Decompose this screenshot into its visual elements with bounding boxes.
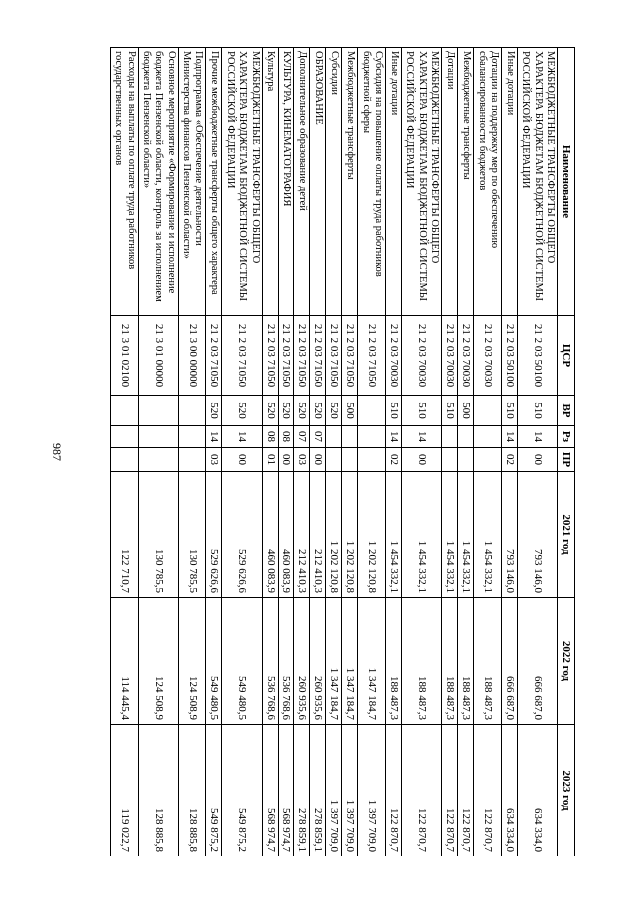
budget-table [110, 47, 575, 856]
cell-rz: 07 [294, 426, 310, 448]
cell-2023: 634 334,0 [517, 725, 557, 857]
column-header-rz: Рз [558, 426, 575, 448]
cell-2023: 122 870,7 [474, 725, 502, 857]
cell-2022: 188 487,3 [474, 598, 502, 725]
cell-name: Иные дотации [501, 48, 517, 316]
table-header-row [558, 48, 575, 857]
cell-2021: 793 146,0 [501, 472, 517, 598]
table-body [110, 48, 557, 857]
table-row [501, 48, 517, 857]
cell-2022: 666 687,0 [517, 598, 557, 725]
cell-2022: 549 480,5 [206, 598, 222, 725]
cell-2023: 549 875,2 [206, 725, 222, 857]
cell-csr: 21 2 03 71050 [294, 316, 310, 396]
cell-pr [178, 448, 206, 472]
table-row [278, 48, 294, 857]
cell-2021: 1 454 332,1 [474, 472, 502, 598]
cell-2023: 122 870,7 [458, 725, 474, 857]
cell-2021: 1 202 120,8 [326, 472, 342, 598]
table-row [294, 48, 310, 857]
cell-name: Расходы на выплаты по оплате труда работников государственных органов [110, 48, 138, 316]
cell-csr: 21 2 03 71050 [326, 316, 342, 396]
cell-name: Прочие межбюджетные трансферты общего характера [206, 48, 222, 316]
cell-csr: 21 2 03 71050 [222, 316, 262, 396]
cell-vr [110, 396, 138, 426]
column-header-vr: ВР [558, 396, 575, 426]
cell-2022: 124 508,9 [138, 598, 178, 725]
table-row [474, 48, 502, 857]
cell-2021: 212 410,3 [310, 472, 326, 598]
cell-csr: 21 2 03 50100 [501, 316, 517, 396]
table-row [458, 48, 474, 857]
cell-rz: 07 [310, 426, 326, 448]
cell-rz [342, 426, 358, 448]
cell-pr: 00 [310, 448, 326, 472]
table-row [206, 48, 222, 857]
cell-name: Основное мероприятие «Формирование и исполнение бюджета Пензенской области, контроль за исполнением бюджета Пензенской области» [138, 48, 178, 316]
cell-name: Межбюджетные трансферты [342, 48, 358, 316]
cell-name: Подпрограмма «Обеспечение деятельности Министерства финансов Пензенской области» [178, 48, 206, 316]
cell-name: Дотации на поддержку мер по обеспечению сбалансированности бюджетов [474, 48, 502, 316]
cell-rz: 14 [222, 426, 262, 448]
cell-rz [442, 426, 458, 448]
cell-vr: 510 [517, 396, 557, 426]
table-row [517, 48, 557, 857]
cell-csr: 21 2 03 71050 [310, 316, 326, 396]
cell-vr: 520 [310, 396, 326, 426]
cell-rz: 08 [262, 426, 278, 448]
cell-2021: 529 626,6 [206, 472, 222, 598]
cell-2021: 1 454 332,1 [402, 472, 442, 598]
cell-vr: 520 [278, 396, 294, 426]
cell-vr [178, 396, 206, 426]
cell-csr: 21 2 03 70030 [458, 316, 474, 396]
cell-vr: 520 [262, 396, 278, 426]
page-number: 987 [50, 443, 64, 461]
cell-rz [138, 426, 178, 448]
cell-2022: 188 487,3 [458, 598, 474, 725]
cell-name: ОБРАЗОВАНИЕ [310, 48, 326, 316]
cell-pr [342, 448, 358, 472]
cell-vr: 500 [342, 396, 358, 426]
cell-csr: 21 2 03 70030 [402, 316, 442, 396]
table-row [358, 48, 386, 857]
cell-rz [326, 426, 342, 448]
cell-2023: 278 859,1 [310, 725, 326, 857]
cell-2021: 130 785,5 [178, 472, 206, 598]
cell-csr: 21 2 03 70030 [386, 316, 402, 396]
cell-name: Культура [262, 48, 278, 316]
cell-name: Субсидии [326, 48, 342, 316]
cell-2023: 568 974,7 [278, 725, 294, 857]
cell-name: МЕЖБЮДЖЕТНЫЕ ТРАНСФЕРТЫ ОБЩЕГО ХАРАКТЕРА БЮДЖЕТАМ БЮДЖЕТНОЙ СИСТЕМЫ РОССИЙСКОЙ ФЕДЕРАЦИИ [517, 48, 557, 316]
table-row [310, 48, 326, 857]
cell-2021: 122 710,7 [110, 472, 138, 598]
cell-csr: 21 2 03 71050 [358, 316, 386, 396]
cell-csr: 21 2 03 50100 [517, 316, 557, 396]
column-header-csr: ЦСР [558, 316, 575, 396]
cell-2021: 1 202 120,8 [342, 472, 358, 598]
cell-2022: 114 445,4 [110, 598, 138, 725]
cell-2021: 1 454 332,1 [442, 472, 458, 598]
cell-name: Субсидия на повышение оплаты труда работников бюджетной сферы [358, 48, 386, 316]
cell-name: Межбюджетные трансферты [458, 48, 474, 316]
cell-2023: 568 974,7 [262, 725, 278, 857]
table-row [262, 48, 278, 857]
cell-vr: 520 [206, 396, 222, 426]
cell-vr: 510 [386, 396, 402, 426]
table-row [342, 48, 358, 857]
cell-rz: 14 [386, 426, 402, 448]
cell-2023: 128 885,8 [138, 725, 178, 857]
cell-pr [358, 448, 386, 472]
cell-2022: 260 935,6 [294, 598, 310, 725]
cell-rz [358, 426, 386, 448]
cell-2023: 128 885,8 [178, 725, 206, 857]
cell-pr [474, 448, 502, 472]
cell-vr: 510 [402, 396, 442, 426]
table-row [402, 48, 442, 857]
cell-rz [474, 426, 502, 448]
column-header-2021: 2021 год [558, 472, 575, 598]
cell-pr [110, 448, 138, 472]
cell-pr: 03 [294, 448, 310, 472]
cell-rz: 08 [278, 426, 294, 448]
cell-2022: 536 768,6 [262, 598, 278, 725]
cell-pr: 02 [501, 448, 517, 472]
table-row [222, 48, 262, 857]
cell-csr: 21 2 03 71050 [262, 316, 278, 396]
cell-rz [110, 426, 138, 448]
cell-2022: 188 487,3 [402, 598, 442, 725]
cell-name: Иные дотации [386, 48, 402, 316]
cell-2023: 1 397 709,0 [342, 725, 358, 857]
cell-rz [178, 426, 206, 448]
cell-csr: 21 2 03 71050 [342, 316, 358, 396]
cell-csr: 21 3 00 00000 [178, 316, 206, 396]
cell-pr [138, 448, 178, 472]
page-body [72, 47, 575, 856]
cell-2023: 122 870,7 [386, 725, 402, 857]
cell-2022: 1 347 184,7 [342, 598, 358, 725]
cell-pr: 00 [517, 448, 557, 472]
column-header-name: Наименование [558, 48, 575, 316]
cell-vr: 510 [442, 396, 458, 426]
column-header-pr: ПР [558, 448, 575, 472]
cell-pr [442, 448, 458, 472]
cell-csr: 21 2 03 70030 [474, 316, 502, 396]
cell-pr: 01 [262, 448, 278, 472]
cell-rz: 14 [501, 426, 517, 448]
cell-2021: 1 202 120,8 [358, 472, 386, 598]
cell-2021: 460 083,9 [262, 472, 278, 598]
cell-csr: 21 2 03 71050 [206, 316, 222, 396]
cell-2023: 122 870,7 [402, 725, 442, 857]
cell-2023: 634 334,0 [501, 725, 517, 857]
budget-table-container [72, 47, 575, 856]
cell-2021: 793 146,0 [517, 472, 557, 598]
cell-pr: 00 [402, 448, 442, 472]
cell-2022: 666 687,0 [501, 598, 517, 725]
cell-2022: 124 508,9 [178, 598, 206, 725]
cell-csr: 21 3 01 00000 [138, 316, 178, 396]
table-row [442, 48, 458, 857]
cell-rz: 14 [517, 426, 557, 448]
cell-pr: 03 [206, 448, 222, 472]
cell-2021: 212 410,3 [294, 472, 310, 598]
cell-rz [458, 426, 474, 448]
cell-2023: 549 875,2 [222, 725, 262, 857]
cell-2022: 1 347 184,7 [326, 598, 342, 725]
cell-vr: 520 [222, 396, 262, 426]
cell-rz: 14 [402, 426, 442, 448]
cell-pr [458, 448, 474, 472]
cell-name: МЕЖБЮДЖЕТНЫЕ ТРАНСФЕРТЫ ОБЩЕГО ХАРАКТЕРА БЮДЖЕТАМ БЮДЖЕТНОЙ СИСТЕМЫ РОССИЙСКОЙ ФЕДЕРАЦИИ [402, 48, 442, 316]
cell-2022: 549 480,5 [222, 598, 262, 725]
cell-csr: 21 2 03 70030 [442, 316, 458, 396]
cell-2021: 1 454 332,1 [386, 472, 402, 598]
cell-2022: 260 935,6 [310, 598, 326, 725]
cell-2023: 278 859,1 [294, 725, 310, 857]
cell-2021: 529 626,6 [222, 472, 262, 598]
cell-2022: 188 487,3 [386, 598, 402, 725]
cell-name: Дотации [442, 48, 458, 316]
cell-csr: 21 2 03 71050 [278, 316, 294, 396]
cell-csr: 21 3 01 02100 [110, 316, 138, 396]
table-row [110, 48, 138, 857]
table-row [178, 48, 206, 857]
cell-pr [326, 448, 342, 472]
table-row [326, 48, 342, 857]
cell-2021: 460 083,9 [278, 472, 294, 598]
cell-name: КУЛЬТУРА, КИНЕМАТОГРАФИЯ [278, 48, 294, 316]
cell-2023: 119 022,7 [110, 725, 138, 857]
cell-2023: 1 397 709,0 [358, 725, 386, 857]
cell-vr: 510 [501, 396, 517, 426]
column-header-2022: 2022 год [558, 598, 575, 725]
cell-rz: 14 [206, 426, 222, 448]
cell-pr: 00 [222, 448, 262, 472]
table-row [138, 48, 178, 857]
cell-vr [474, 396, 502, 426]
cell-2021: 130 785,5 [138, 472, 178, 598]
cell-name: Дополнительное образование детей [294, 48, 310, 316]
cell-pr: 00 [278, 448, 294, 472]
cell-2021: 1 454 332,1 [458, 472, 474, 598]
cell-2023: 122 870,7 [442, 725, 458, 857]
cell-vr: 520 [294, 396, 310, 426]
cell-vr: 520 [326, 396, 342, 426]
cell-vr: 500 [458, 396, 474, 426]
table-row [386, 48, 402, 857]
cell-2023: 1 397 709,0 [326, 725, 342, 857]
cell-2022: 188 487,3 [442, 598, 458, 725]
cell-name: МЕЖБЮДЖЕТНЫЕ ТРАНСФЕРТЫ ОБЩЕГО ХАРАКТЕРА БЮДЖЕТАМ БЮДЖЕТНОЙ СИСТЕМЫ РОССИЙСКОЙ ФЕДЕРАЦИИ [222, 48, 262, 316]
cell-vr [358, 396, 386, 426]
cell-vr [138, 396, 178, 426]
cell-2022: 536 768,6 [278, 598, 294, 725]
column-header-2023: 2023 год [558, 725, 575, 857]
cell-2022: 1 347 184,7 [358, 598, 386, 725]
cell-pr: 02 [386, 448, 402, 472]
